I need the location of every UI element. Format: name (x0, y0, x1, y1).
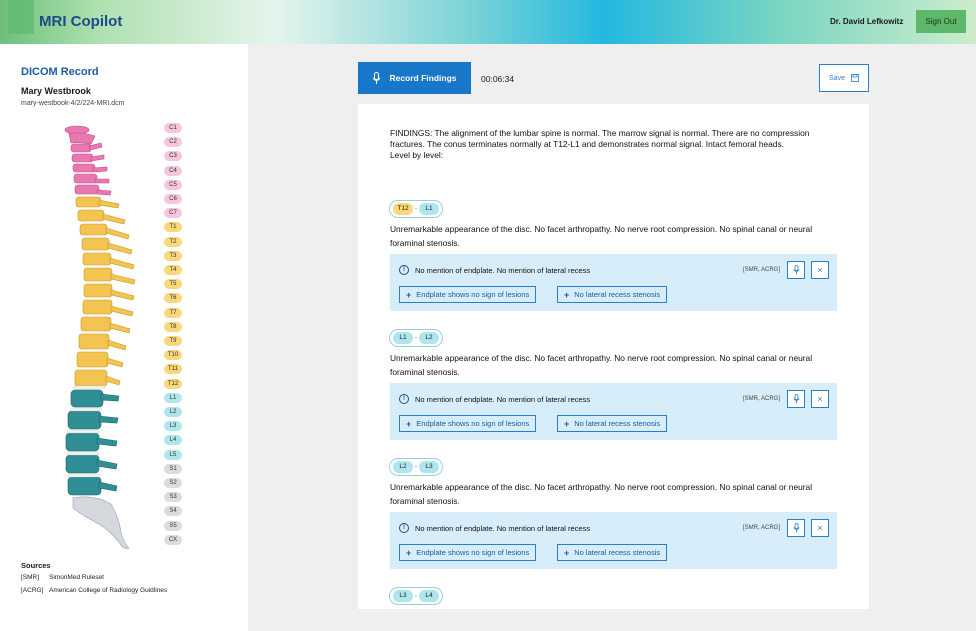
vertebra-label-s4[interactable]: S4 (164, 506, 182, 516)
vertebra-label-cx[interactable]: CX (164, 535, 182, 545)
sign-out-button[interactable]: Sign Out (916, 10, 966, 33)
microphone-icon (793, 523, 800, 533)
vertebra-label-l5[interactable]: L5 (164, 450, 182, 460)
save-button[interactable] (819, 64, 869, 92)
info-icon: ! (399, 394, 409, 404)
vertebra-label-c1[interactable]: C1 (164, 123, 182, 133)
save-label: Save (829, 74, 845, 82)
level-separator: - (415, 335, 417, 341)
microphone-icon (372, 72, 381, 85)
source-tag: [SMR] (21, 574, 40, 581)
dicom-file-name: mary-westbook-4/2/224-MRI.dcm (21, 100, 125, 107)
level-separator: - (415, 464, 417, 470)
add-lateral-recess-suggestion-button[interactable] (557, 286, 667, 303)
level-separator: - (415, 593, 417, 599)
report-panel (358, 104, 869, 609)
level-from-chip: L2 (393, 461, 413, 473)
suggestion-label: Endplate shows no sign of lesions (416, 419, 530, 428)
level-to-chip: L1 (419, 203, 439, 215)
level-from-chip: T12 (393, 203, 413, 215)
plus-icon: + (406, 289, 412, 300)
vertebra-label-c4[interactable]: C4 (164, 166, 182, 176)
vertebra-label-t5[interactable]: T5 (164, 279, 182, 289)
alert-message: No mention of endplate. No mention of lateral recess (415, 524, 591, 533)
vertebra-label-t4[interactable]: T4 (164, 265, 182, 275)
vertebra-label-l2[interactable]: L2 (164, 407, 182, 417)
level-separator: - (415, 206, 417, 212)
vertebra-label-s2[interactable]: S2 (164, 478, 182, 488)
plus-icon: + (406, 547, 412, 558)
spine-illustration (55, 124, 145, 549)
findings-paragraph: FINDINGS: The alignment of the lumbar spine is normal. The marrow signal is normal. There are no compression fractures. The conus terminates normally at T12-L1 and demonstrates normal signal. Intact femoral heads. (390, 128, 810, 149)
suggestion-label: No lateral recess stenosis (574, 548, 661, 557)
vertebra-label-t12[interactable]: T12 (164, 379, 182, 389)
suggestion-label: No lateral recess stenosis (574, 290, 661, 299)
info-icon: ! (399, 265, 409, 275)
suggestion-label: No lateral recess stenosis (574, 419, 661, 428)
vertebra-label-t7[interactable]: T7 (164, 308, 182, 318)
dismiss-alert-button[interactable]: × (811, 519, 829, 537)
source-name: SimonMed Ruleset (49, 574, 104, 581)
plus-icon: + (564, 418, 570, 429)
alert-sources: [SMR, ACRG] (743, 525, 781, 531)
source-item-smr (21, 574, 104, 581)
vertebra-label-l1[interactable]: L1 (164, 393, 182, 403)
alert-sources: [SMR, ACRG] (743, 267, 781, 273)
plus-icon: + (564, 289, 570, 300)
dismiss-alert-button[interactable]: × (811, 261, 829, 279)
record-findings-button[interactable] (358, 62, 471, 94)
level-to-chip: L2 (419, 332, 439, 344)
vertebra-label-c7[interactable]: C7 (164, 208, 182, 218)
source-tag: [ACRG] (21, 587, 44, 594)
vertebra-label-l4[interactable]: L4 (164, 435, 182, 445)
add-lateral-recess-suggestion-button[interactable] (557, 544, 667, 561)
findings-text[interactable] (390, 128, 840, 161)
level-from-chip: L1 (393, 332, 413, 344)
info-icon: ! (399, 523, 409, 533)
vertebra-label-c6[interactable]: C6 (164, 194, 182, 204)
vertebra-label-t3[interactable]: T3 (164, 251, 182, 261)
dicom-record-title: DICOM Record (21, 66, 99, 78)
level-pill-l2-l3[interactable] (389, 458, 443, 476)
alert-sources: [SMR, ACRG] (743, 396, 781, 402)
level-pill-t12-l1[interactable] (389, 200, 443, 218)
vertebra-label-s1[interactable]: S1 (164, 464, 182, 474)
vertebra-label-s3[interactable]: S3 (164, 492, 182, 502)
vertebra-label-t11[interactable]: T11 (164, 364, 182, 374)
level-from-chip: L3 (393, 590, 413, 602)
alert-message: No mention of endplate. No mention of lateral recess (415, 395, 591, 404)
level-finding-text[interactable]: Unremarkable appearance of the disc. No facet arthropathy. No nerve root compression. No spinal canal or neural foraminal stenosis. (390, 353, 813, 377)
alert-message: No mention of endplate. No mention of lateral recess (415, 266, 591, 275)
suggestion-label: Endplate shows no sign of lesions (416, 548, 530, 557)
vertebra-label-t8[interactable]: T8 (164, 322, 182, 332)
vertebra-label-t6[interactable]: T6 (164, 293, 182, 303)
dictate-button[interactable] (787, 261, 805, 279)
vertebra-label-c2[interactable]: C2 (164, 137, 182, 147)
add-endplate-suggestion-button[interactable] (399, 286, 536, 303)
add-endplate-suggestion-button[interactable] (399, 544, 536, 561)
record-findings-label: Record Findings (389, 73, 457, 83)
level-pill-l1-l2[interactable] (389, 329, 443, 347)
app-header (0, 0, 976, 44)
level-pill-l3-l4[interactable] (389, 587, 443, 605)
sidebar (0, 44, 248, 631)
user-name: Dr. David Lefkowitz (830, 17, 904, 26)
source-item-acrg (21, 587, 167, 594)
missing-mention-alert (390, 254, 837, 311)
floppy-disk-icon (851, 74, 859, 82)
vertebra-label-t10[interactable]: T10 (164, 350, 182, 360)
vertebra-label-s5[interactable]: S5 (164, 521, 182, 531)
patient-name: Mary Westbrook (21, 86, 91, 96)
app-title: MRI Copilot (39, 13, 123, 30)
recording-timer: 00:06:34 (481, 74, 515, 84)
level-finding-text[interactable]: Unremarkable appearance of the disc. No facet arthropathy. No nerve root compression. No spinal canal or neural foraminal stenosis. (390, 224, 813, 248)
plus-icon: + (406, 418, 412, 429)
vertebra-label-t9[interactable]: T9 (164, 336, 182, 346)
vertebra-label-l3[interactable]: L3 (164, 421, 182, 431)
level-by-level-heading: Level by level: (390, 150, 444, 160)
logo-mark (8, 0, 34, 34)
dictate-button[interactable] (787, 519, 805, 537)
missing-mention-alert (390, 383, 837, 440)
suggestion-label: Endplate shows no sign of lesions (416, 290, 530, 299)
dismiss-alert-button[interactable]: × (811, 390, 829, 408)
plus-icon: + (564, 547, 570, 558)
add-endplate-suggestion-button[interactable] (399, 415, 536, 432)
vertebra-label-c3[interactable]: C3 (164, 151, 182, 161)
vertebra-label-t1[interactable]: T1 (164, 222, 182, 232)
microphone-icon (793, 394, 800, 404)
vertebra-label-t2[interactable]: T2 (164, 237, 182, 247)
level-finding-text[interactable]: Unremarkable appearance of the disc. No facet arthropathy. No nerve root compression. No spinal canal or neural foraminal stenosis. (390, 482, 813, 506)
sources-title: Sources (21, 561, 51, 570)
add-lateral-recess-suggestion-button[interactable] (557, 415, 667, 432)
level-to-chip: L3 (419, 461, 439, 473)
source-name: American College of Radiology Guidlines (49, 587, 168, 594)
level-to-chip: L4 (419, 590, 439, 602)
microphone-icon (793, 265, 800, 275)
missing-mention-alert (390, 512, 837, 569)
vertebra-label-c5[interactable]: C5 (164, 180, 182, 190)
dictate-button[interactable] (787, 390, 805, 408)
